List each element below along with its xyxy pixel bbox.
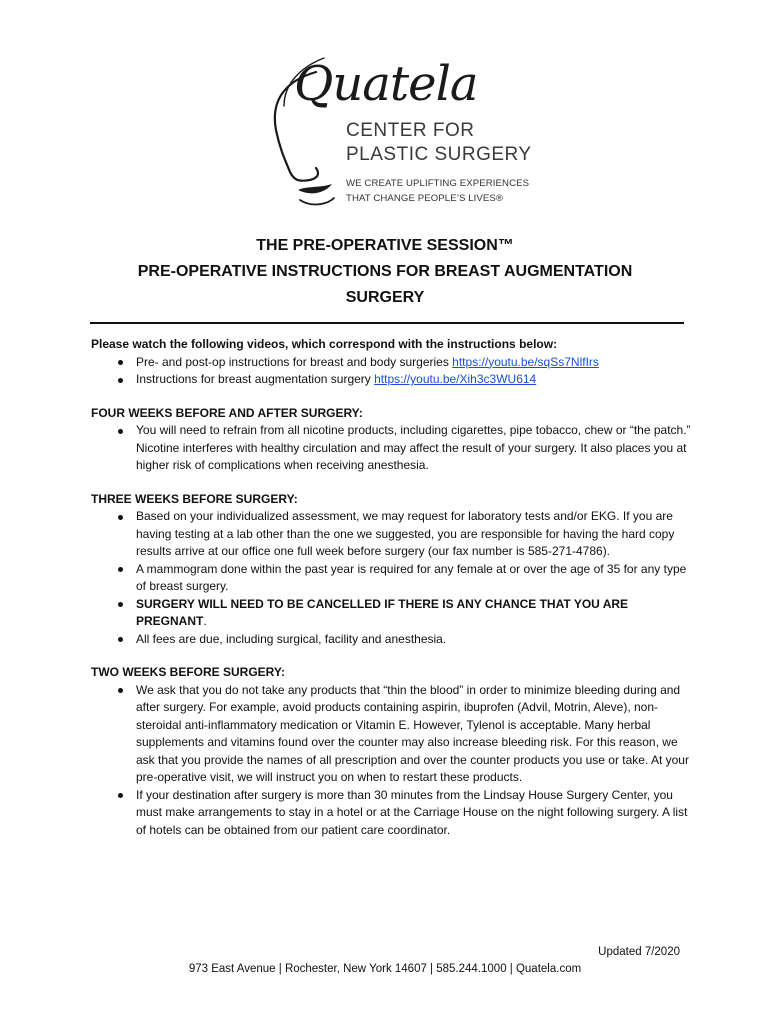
document-title <box>60 233 710 311</box>
pregnancy-warning: SURGERY WILL NEED TO BE CANCELLED IF THERE IS ANY CHANCE THAT YOU ARE PREGNANT <box>136 596 629 628</box>
tagline-1: WE CREATE UPLIFTING EXPERIENCES <box>346 178 530 189</box>
document-body <box>91 333 691 839</box>
list-item: A mammogram done within the past year is required for any female at or over the age of 35 for any type of breast surgery. <box>91 561 691 596</box>
list-item <box>91 354 691 372</box>
list-item: Based on your individualized assessment, we may request for laboratory tests and/or EKG. If you are having testing at a lab other than the one we suggested, you are responsible for having the hard copy results arrive at our office one full week before surgery (our fax number is 585-271-4786). <box>91 508 691 561</box>
pregnancy-warning-end: . <box>203 614 207 628</box>
list-item <box>91 596 691 631</box>
list-item: If your destination after surgery is more than 30 minutes from the Lindsay House Surgery Center, you must make arrangements to stay in a hotel or at the Carriage House on the night following surgery. A list of hotels can be obtained from our patient care coordinator. <box>91 787 691 840</box>
quatela-logo <box>228 50 548 220</box>
title-line-3: SURGERY <box>345 289 425 306</box>
section-heading-two-weeks: TWO WEEKS BEFORE SURGERY: <box>91 665 286 679</box>
section-heading-three-weeks: THREE WEEKS BEFORE SURGERY: <box>91 491 298 506</box>
brand-line-1: CENTER FOR <box>346 120 475 141</box>
three-weeks-list <box>91 508 691 648</box>
list-item <box>91 371 691 389</box>
video-intro: Please watch the following videos, which correspond with the instructions below: <box>91 337 558 351</box>
two-weeks-list <box>91 682 691 840</box>
list-item: All fees are due, including surgical, facility and anesthesia. <box>91 631 691 649</box>
footer-address: 973 East Avenue | Rochester, New York 14607 | 585.244.1000 | Quatela.com <box>188 963 582 975</box>
video-link[interactable]: https://youtu.be/Xih3c3WU614 <box>374 372 537 386</box>
list-item: We ask that you do not take any products that “thin the blood” in order to minimize bleeding during and after surgery. For example, avoid products containing aspirin, ibuprofen (Advil, Motrin, Aleve), non-steroidal anti-inflammatory medication or Vitamin E. However, Tylenol is acceptable. Many herbal supplements and vitamins found over the counter may also increase bleeding risk. For this reason, we ask that you provide the names of all prescription and over the counter products you use or take. At your pre-operative visit, we will instruct you on when to restart these products. <box>91 682 691 787</box>
title-line-1: THE PRE-OPERATIVE SESSION™ <box>256 237 514 254</box>
video-label: Instructions for breast augmentation surgery <box>136 372 375 386</box>
section-heading-four-weeks: FOUR WEEKS BEFORE AND AFTER SURGERY: <box>91 405 363 420</box>
tagline-2: THAT CHANGE PEOPLE’S LIVES® <box>346 193 504 204</box>
video-list <box>91 354 691 389</box>
video-link[interactable]: https://youtu.be/sqSs7NlfIrs <box>452 354 599 369</box>
video-label: Pre- and post-op instructions for breast and body surgeries <box>136 354 453 369</box>
title-divider <box>90 322 684 324</box>
brand-script: Quatela <box>294 56 478 112</box>
title-line-2: PRE-OPERATIVE INSTRUCTIONS FOR BREAST AUGMENTATION <box>137 263 633 280</box>
updated-date: Updated 7/2020 <box>598 946 680 958</box>
brand-line-2: PLASTIC SURGERY <box>346 144 532 165</box>
four-weeks-list <box>91 422 691 475</box>
list-item: You will need to refrain from all nicotine products, including cigarettes, pipe tobacco, chew or “the patch.” Nicotine interferes with healthy circulation and may affect the result of your surgery. It also places you at higher risk of complications when receiving anesthesia. <box>91 422 691 475</box>
